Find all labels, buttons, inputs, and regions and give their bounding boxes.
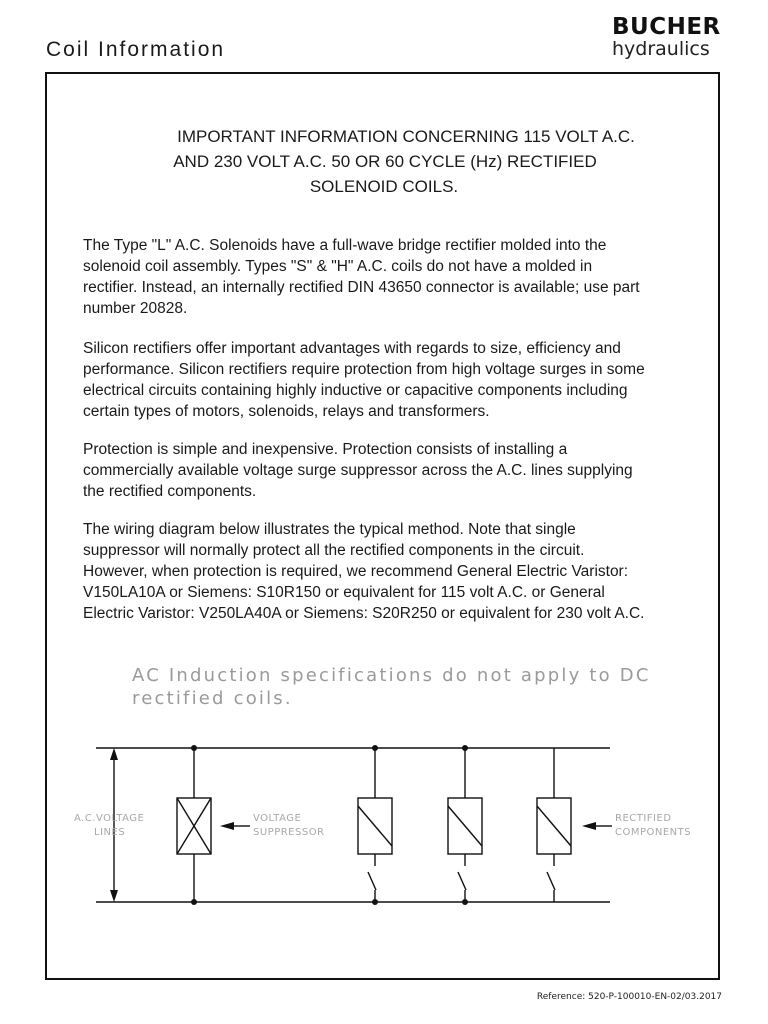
heading-line: SOLENOID COILS. (309, 177, 459, 196)
switch-1 (368, 872, 376, 890)
junction-dot (372, 899, 378, 905)
junction-dot (372, 745, 378, 751)
rectified-label: COMPONENTS (615, 827, 692, 838)
paragraph-line: V150LA10A or Siemens: S10R150 or equivalent for 115 volt A.C. or General (83, 584, 605, 601)
junction-dot (191, 899, 197, 905)
paragraph-line: Protection is simple and inexpensive. Protection consists of installing a (83, 441, 568, 458)
arrow-up-icon (110, 748, 118, 760)
paragraph-line: the rectified components. (83, 483, 257, 500)
paragraph-line: Silicon rectifiers offer important advantages with regards to size, efficiency and (83, 340, 621, 357)
junction-dot (462, 745, 468, 751)
junction-dot (191, 745, 197, 751)
arrow-left-icon (220, 822, 234, 830)
arrow-left-icon (582, 822, 596, 830)
suppressor-label: SUPPRESSOR (253, 827, 325, 838)
paragraph-line: solenoid coil assembly. Types "S" & "H" A.C. coils do not have a molded in (83, 258, 593, 275)
heading-line: AND 230 VOLT A.C. 50 OR 60 CYCLE (Hz) RECTIFIED (173, 152, 597, 171)
switch-2 (458, 872, 466, 890)
brand-name: BUCHER (612, 14, 721, 40)
suppressor-label: VOLTAGE (253, 813, 302, 824)
page-title: Coil Information (46, 38, 226, 61)
dc-note (132, 664, 692, 710)
ac-lines-label: A.C.VOLTAGE (74, 813, 145, 824)
wiring-diagram (60, 736, 710, 916)
paragraph-line: number 20828. (83, 300, 188, 317)
paragraph-line: However, when protection is required, we recommend General Electric Varistor: (83, 563, 629, 580)
switch-3 (547, 872, 555, 890)
brand-subtitle: hydraulics (612, 38, 710, 60)
paragraph-line: suppressor will normally protect all the rectified components in the circuit. (83, 542, 585, 559)
paragraph-line: rectifier. Instead, an internally rectified DIN 43650 connector is available; use part (83, 279, 640, 296)
paragraph-line: The wiring diagram below illustrates the typical method. Note that single (83, 521, 576, 538)
brand-logo (612, 14, 722, 60)
important-heading (0, 124, 768, 199)
note-line: rectified coils. (132, 688, 293, 709)
paragraph-wiring (83, 519, 705, 624)
paragraph-line: The Type "L" A.C. Solenoids have a full-wave bridge rectifier molded into the (83, 237, 607, 254)
paragraph-line: electrical circuits containing highly inductive or capacitive components including (83, 382, 628, 399)
paragraph-silicon (83, 338, 705, 422)
paragraph-line: certain types of motors, solenoids, relays and transformers. (83, 403, 490, 420)
junction-dot (462, 899, 468, 905)
paragraph-line: performance. Silicon rectifiers require protection from high voltage surges in some (83, 361, 645, 378)
paragraph-type-l (83, 235, 705, 319)
rectified-label: RECTIFIED (615, 813, 672, 824)
reference-number: Reference: 520-P-100010-EN-02/03.2017 (536, 992, 722, 1002)
arrow-down-icon (110, 890, 118, 902)
paragraph-line: Electric Varistor: V250LA40A or Siemens: S20R250 or equivalent for 230 volt A.C. (83, 605, 645, 622)
paragraph-line: commercially available voltage surge suppressor across the A.C. lines supplying (83, 462, 633, 479)
ac-lines-label: LINES (94, 827, 126, 838)
paragraph-protection (83, 439, 705, 502)
heading-line: IMPORTANT INFORMATION CONCERNING 115 VOLT A.C. (177, 127, 635, 146)
note-line: AC Induction specifications do not apply to DC (132, 665, 651, 686)
